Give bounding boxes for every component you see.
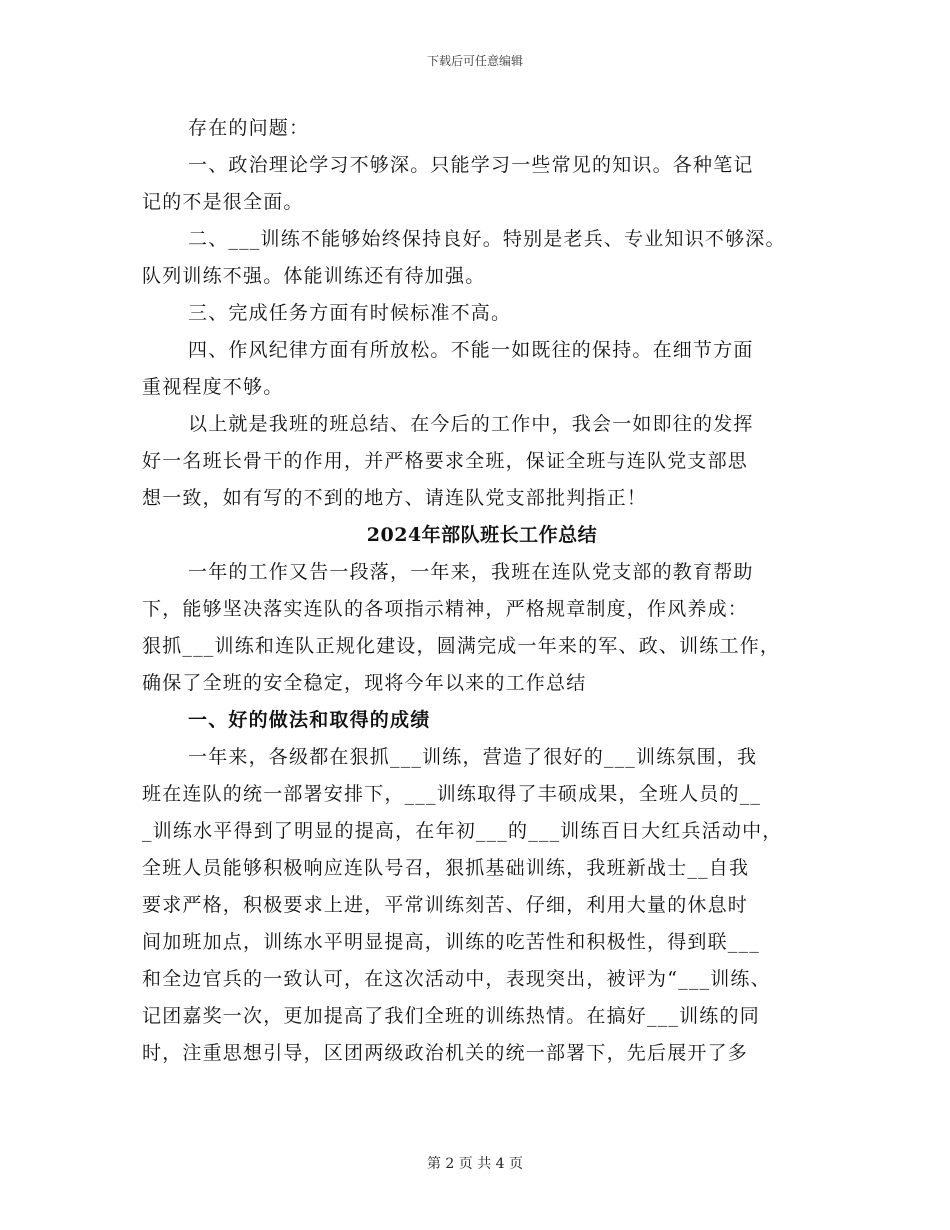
section-title: 2024年部队班长工作总结 <box>366 524 598 546</box>
paragraph-line: _训练水平得到了明显的提高，在年初___的___训练百日大红兵活动中， <box>142 820 783 842</box>
paragraph-line: 队列训练不强。体能训练还有待加强。 <box>142 265 486 287</box>
paragraph-line: 班在连队的统一部署安排下，___训练取得了丰硕成果，全班人员的__ <box>142 783 762 805</box>
paragraph-line: 存在的问题： <box>188 117 310 139</box>
paragraph-line: 一年的工作又告一段落，一年来，我班在连队党支部的教育帮助 <box>188 561 754 583</box>
paragraph-line: 一年来，各级都在狠抓___训练，营造了很好的___训练氛围，我 <box>188 746 758 768</box>
paragraph-line: 全班人员能够积极响应连队号召，狠抓基础训练，我班新战士__自我 <box>142 857 750 879</box>
paragraph-line: 想一致，如有写的不到的地方、请连队党支部批判指正！ <box>142 487 648 509</box>
paragraph-line: 下，能够坚决落实连队的各项指示精神，严格规章制度，作风养成： <box>142 598 749 620</box>
paragraph-line: 好一名班长骨干的作用，并严格要求全班，保证全班与连队党支部思 <box>142 450 749 472</box>
paragraph-line: 确保了全班的安全稳定，现将今年以来的工作总结 <box>142 672 587 694</box>
paragraph-line: 间加班加点，训练水平明显提高，训练的吃苦性和积极性，得到联___ <box>142 931 760 953</box>
paragraph-line: 以上就是我班的班总结、在今后的工作中，我会一如即往的发挥 <box>188 413 754 435</box>
paragraph-line: 重视程度不够。 <box>142 376 284 398</box>
paragraph-line: 要求严格，积极要求上进，平常训练刻苦、仔细，利用大量的休息时 <box>142 894 749 916</box>
page-number: 第 2 页 共 4 页 <box>426 1156 524 1172</box>
paragraph-line: 时，注重思想引导，区团两级政治机关的统一部署下，先后展开了多 <box>142 1042 749 1064</box>
paragraph-line: 四、作风纪律方面有所放松。不能一如既往的保持。在细节方面 <box>188 339 754 361</box>
paragraph-line: 一、政治理论学习不够深。只能学习一些常见的知识。各种笔记 <box>188 154 754 176</box>
page-header-note: 下载后可任意编辑 <box>426 54 523 68</box>
document-body <box>142 110 822 1072</box>
paragraph-line: 和全边官兵的一致认可，在这次活动中，表现突出，被评为“___训练、 <box>142 968 771 990</box>
paragraph-line: 二、___训练不能够始终保持良好。特别是老兵、专业知识不够深。 <box>188 228 786 250</box>
paragraph-line: 记的不是很全面。 <box>142 191 304 213</box>
paragraph-line: 狠抓___训练和连队正规化建设，圆满完成一年来的军、政、训练工作， <box>142 635 781 657</box>
paragraph-line: 记团嘉奖一次，更加提高了我们全班的训练热情。在搞好___训练的同 <box>142 1005 760 1027</box>
subsection-heading: 一、好的做法和取得的成绩 <box>188 709 431 731</box>
paragraph-line: 三、完成任务方面有时候标准不高。 <box>188 302 512 324</box>
